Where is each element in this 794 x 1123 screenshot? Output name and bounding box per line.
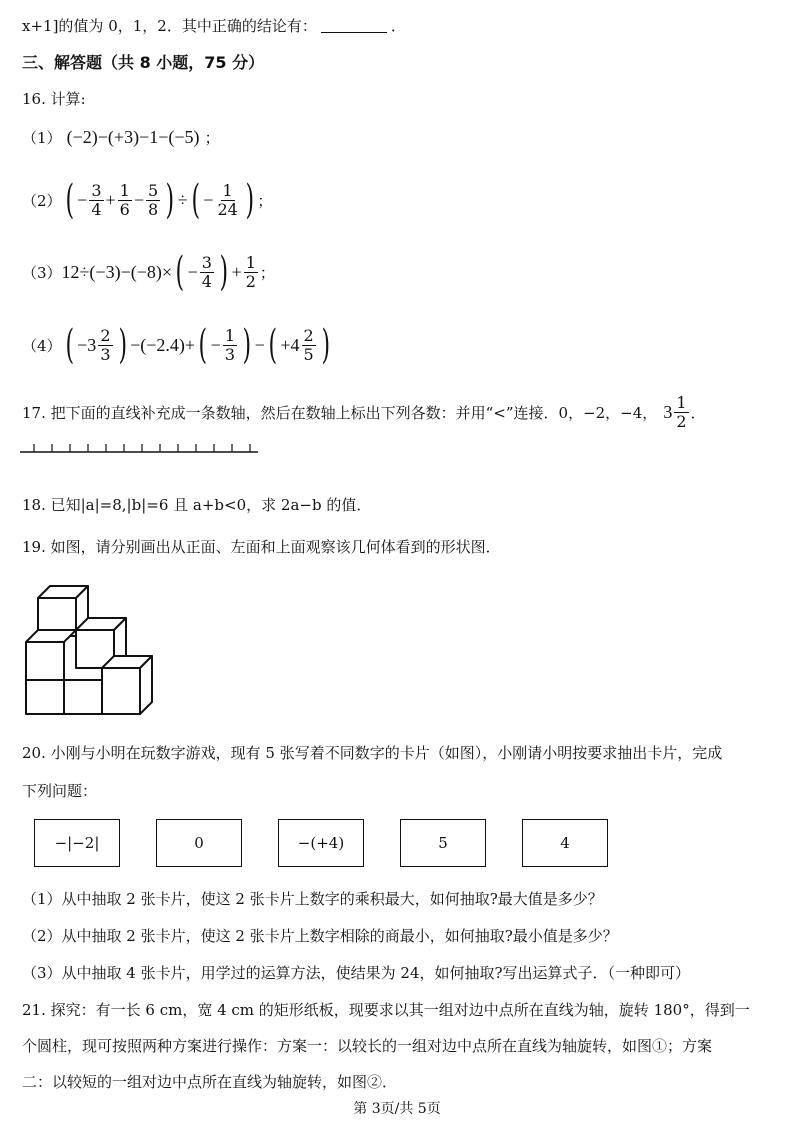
q17-text: 17. 把下面的直线补充成一条数轴，然后在数轴上标出下列各数：并用“<”连接．0，−2，−4， [22,403,658,422]
fraction: $\frac{1}{6}$ [119,180,130,219]
page-footer: 第 3页/共 5页 [353,1101,441,1117]
q21-line2: 个圆柱，现可按照两种方案进行操作：方案一：以较长的一组对边中点所在直线为轴旋转，如图①；方案 [22,1037,713,1055]
q21-line3: 二：以较短的一组对边中点所在直线为轴旋转，如图②． [22,1073,398,1091]
left-paren: ( [65,322,74,368]
fraction: $\frac{1}{3}$ [224,325,236,364]
fraction: $\frac{1}{24}$ [217,180,238,219]
expression: −(−2.4)+ [130,334,196,355]
q20-line2: 下列问题： [22,782,98,800]
fraction: $\frac{2}{5}$ [303,325,314,364]
number-card[interactable]: −|−2| [34,819,120,867]
number-card[interactable]: 0 [156,819,242,867]
operator: + [105,189,116,210]
left-paren: ( [198,322,208,368]
right-paren: ) [165,177,175,223]
left-paren: ( [191,177,200,223]
left-paren: ( [65,177,74,223]
part-tail: ； [204,129,220,147]
operator: − [254,334,265,355]
operator: + [231,261,242,282]
q17 [22,390,706,434]
expression: 12÷(−3)−(−8)× [61,261,173,282]
fraction: $\frac{2}{3}$ [100,325,111,364]
minus-sign: − [210,334,221,355]
right-paren: ) [118,322,127,368]
fraction: $\frac{5}{8}$ [148,180,159,219]
right-paren: ) [219,249,229,295]
right-paren: ) [321,322,330,368]
q15-tail [22,15,406,36]
right-paren: ) [242,322,252,368]
number-line[interactable] [18,440,263,456]
part-label: （2） [22,191,62,210]
left-paren: ( [268,322,277,368]
section-title: 三、解答题（共 8 小题，75 分） [22,53,265,72]
q15-period: ． [390,17,406,35]
q17-tail: ． [690,403,706,422]
q21-line1: 21. 探究：有一长 6 cm，宽 4 cm 的矩形纸板，现要求以其一组对边中点所在直线为轴，旋转 180°，得到一 [22,1001,750,1019]
mixed-whole: −3 [77,334,97,355]
q16-stem: 16. 计算: [22,90,86,108]
fraction: $\frac{3}{4}$ [91,180,102,219]
answer-blank[interactable] [321,18,387,33]
operator: − [133,189,144,210]
q15-text: x+1]的值为 0，1，2．其中正确的结论有： [22,17,317,35]
part-label: （4） [22,336,62,355]
q20-part3: （3）从中抽取 4 张卡片，用学过的运算方法，使结果为 24，如何抽取?写出运算式子．（一种即可） [22,964,691,982]
number-card[interactable]: −(+4) [278,819,364,867]
mixed-whole: +4 [280,334,300,355]
number-card[interactable]: 5 [400,819,486,867]
q16-part2 [22,175,272,225]
q20-part1: （1）从中抽取 2 张卡片，使这 2 张卡片上数字的乘积最大，如何抽取?最大值是多少？ [22,890,603,908]
number-card[interactable]: 4 [522,819,608,867]
part-tail: ； [259,263,275,282]
cube-solid-figure [22,578,167,718]
fraction: $\frac{3}{4}$ [201,252,212,291]
fraction: $\frac{1}{2}$ [245,252,256,291]
q20-part2: （2）从中抽取 2 张卡片，使这 2 张卡片上数字相除的商最小，如何抽取?最小值是多少？ [22,927,618,945]
right-paren: ) [245,177,254,223]
operator: ÷ [177,189,188,210]
minus-sign: − [77,189,88,210]
minus-sign: − [203,189,214,210]
q16-part4 [22,320,333,370]
q19: 19. 如图，请分别画出从正面、左面和上面观察该几何体看到的形状图． [22,538,501,556]
mixed-whole: 3 [663,401,673,422]
q16-part1 [22,127,220,148]
minus-sign: − [187,261,198,282]
part-label: （1） [22,129,62,147]
part-tail: ； [257,191,273,210]
expression: (−2)−(+3)−1−(−5) [66,127,200,147]
q18: 18. 已知|a|=8,|b|=6 且 a+b<0，求 2a−b 的值． [22,496,372,514]
part-label: （3） [22,263,62,282]
q16-part3 [22,247,275,297]
q20-line1: 20. 小刚与小明在玩数字游戏，现有 5 张写着不同数字的卡片（如图），小刚请小明按要求抽出卡片，完成 [22,744,723,762]
fraction: $\frac{1}{2}$ [676,392,687,431]
left-paren: ( [175,249,185,295]
